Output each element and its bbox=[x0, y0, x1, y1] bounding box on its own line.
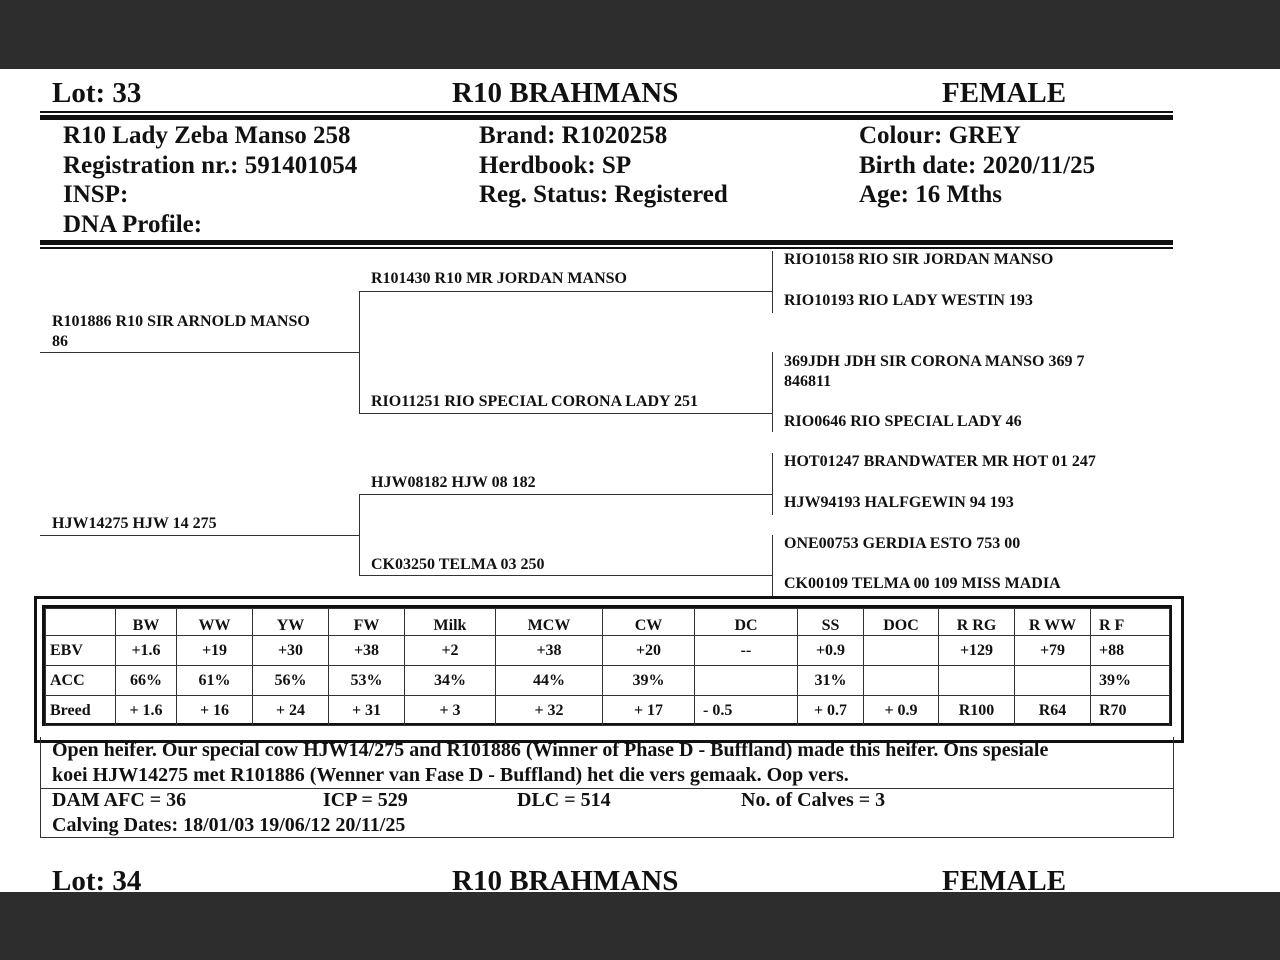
birth-date: Birth date: 2020/11/25 bbox=[859, 152, 1096, 179]
info-rule-thin bbox=[40, 247, 1173, 249]
header-rule-thick bbox=[40, 115, 1173, 120]
sire-name-line2: 86 bbox=[52, 333, 68, 350]
table-cell bbox=[1015, 666, 1091, 696]
registration-number: Registration nr.: 591401054 bbox=[63, 152, 358, 179]
table-cell: + 31 bbox=[329, 696, 405, 726]
col-header-dc: DC bbox=[695, 609, 798, 636]
notes-box bbox=[40, 737, 1174, 838]
age: Age: 16 Mths bbox=[859, 181, 1003, 208]
dam-afc: DAM AFC = 36 bbox=[52, 789, 187, 811]
ggp-8: CK00109 TELMA 00 109 MISS MADIA bbox=[784, 575, 1061, 592]
notes-line-2: koei HJW14275 met R101886 (Wenner van Fase D - Buffland) het die vers gemaak. Oop vers. bbox=[52, 764, 849, 786]
table-cell: + 0.7 bbox=[798, 696, 864, 726]
table-cell: +2 bbox=[405, 636, 496, 666]
sire-dam-name: RIO11251 RIO SPECIAL CORONA LADY 251 bbox=[371, 393, 699, 410]
table-cell: R100 bbox=[939, 696, 1015, 726]
acc-row bbox=[46, 666, 1170, 696]
row-label-breed: Breed bbox=[46, 696, 116, 726]
gen3-bracket-1 bbox=[772, 251, 773, 313]
col-header-rww: R WW bbox=[1015, 609, 1091, 636]
ggp-7: ONE00753 GERDIA ESTO 753 00 bbox=[784, 535, 1021, 552]
ggp-4: RIO0646 RIO SPECIAL LADY 46 bbox=[784, 413, 1022, 430]
sire-dam-line bbox=[359, 413, 773, 414]
table-cell: +30 bbox=[253, 636, 329, 666]
next-animal-sex: FEMALE bbox=[942, 865, 1067, 892]
ggp-1: RIO10158 RIO SIR JORDAN MANSO bbox=[784, 251, 1054, 268]
dlc: DLC = 514 bbox=[517, 789, 611, 811]
calving-dates: Calving Dates: 18/01/03 19/06/12 20/11/25 bbox=[52, 814, 406, 836]
table-cell bbox=[864, 666, 939, 696]
dam-dam-name: CK03250 TELMA 03 250 bbox=[371, 556, 545, 573]
table-cell: 39% bbox=[603, 666, 695, 696]
table-cell: +129 bbox=[939, 636, 1015, 666]
ebv-table-inner-frame bbox=[42, 605, 1172, 726]
table-cell: + 24 bbox=[253, 696, 329, 726]
lot-number: Lot: 33 bbox=[52, 77, 142, 109]
table-cell: + 0.9 bbox=[864, 696, 939, 726]
breeder-name: R10 BRAHMANS bbox=[452, 77, 679, 109]
table-cell: 53% bbox=[329, 666, 405, 696]
table-cell: 34% bbox=[405, 666, 496, 696]
col-header-bw: BW bbox=[116, 609, 177, 636]
table-cell: + 32 bbox=[496, 696, 603, 726]
table-cell: R64 bbox=[1015, 696, 1091, 726]
dam-line bbox=[40, 535, 360, 536]
sire-sire-line bbox=[359, 291, 773, 292]
col-header-mcw: MCW bbox=[496, 609, 603, 636]
ebv-header-row bbox=[46, 609, 1170, 636]
sire-line bbox=[40, 352, 360, 353]
brand: Brand: R1020258 bbox=[479, 122, 668, 149]
sire-name bbox=[52, 312, 310, 352]
herdbook: Herdbook: SP bbox=[479, 152, 632, 179]
table-cell: +88 bbox=[1091, 636, 1170, 666]
col-header-cw: CW bbox=[603, 609, 695, 636]
table-cell: 31% bbox=[798, 666, 864, 696]
table-cell: +1.6 bbox=[116, 636, 177, 666]
dam-name: HJW14275 HJW 14 275 bbox=[52, 515, 217, 532]
table-cell: +0.9 bbox=[798, 636, 864, 666]
catalogue-page bbox=[0, 69, 1280, 892]
table-cell bbox=[939, 666, 1015, 696]
icp: ICP = 529 bbox=[323, 789, 408, 811]
colour: Colour: GREY bbox=[859, 122, 1021, 149]
ggp-3 bbox=[784, 352, 1084, 392]
table-cell: + 16 bbox=[177, 696, 253, 726]
ggp-6: HJW94193 HALFGEWIN 94 193 bbox=[784, 494, 1014, 511]
ggp-2: RIO10193 RIO LADY WESTIN 193 bbox=[784, 292, 1033, 309]
col-header-milk: Milk bbox=[405, 609, 496, 636]
sire-bracket bbox=[359, 291, 360, 414]
gen3-bracket-4 bbox=[772, 535, 773, 597]
col-header-rf: R F bbox=[1091, 609, 1170, 636]
table-cell: +38 bbox=[496, 636, 603, 666]
table-cell: + 1.6 bbox=[116, 696, 177, 726]
ebv-row bbox=[46, 636, 1170, 666]
registration-status: Reg. Status: Registered bbox=[479, 181, 728, 208]
table-cell: +20 bbox=[603, 636, 695, 666]
dam-sire-name: HJW08182 HJW 08 182 bbox=[371, 474, 536, 491]
table-cell: 61% bbox=[177, 666, 253, 696]
ggp-5: HOT01247 BRANDWATER MR HOT 01 247 bbox=[784, 453, 1096, 470]
table-cell: 39% bbox=[1091, 666, 1170, 696]
table-cell: 44% bbox=[496, 666, 603, 696]
next-lot-number: Lot: 34 bbox=[52, 865, 142, 892]
table-cell bbox=[695, 666, 798, 696]
ebv-table-frame bbox=[34, 596, 1184, 743]
info-rule-thick bbox=[40, 240, 1173, 245]
sire-name-line1: R101886 R10 SIR ARNOLD MANSO bbox=[52, 313, 310, 330]
dna-profile-label: DNA Profile: bbox=[63, 211, 203, 238]
sire-sire-name: R101430 R10 MR JORDAN MANSO bbox=[371, 270, 627, 287]
animal-name: R10 Lady Zeba Manso 258 bbox=[63, 122, 351, 149]
table-cell: +79 bbox=[1015, 636, 1091, 666]
breed-row bbox=[46, 696, 1170, 726]
dam-dam-line bbox=[359, 575, 773, 576]
ebv-table bbox=[45, 608, 1170, 726]
col-header-blank bbox=[46, 609, 116, 636]
col-header-rrg: R RG bbox=[939, 609, 1015, 636]
gen3-bracket-2 bbox=[772, 352, 773, 432]
table-cell: 56% bbox=[253, 666, 329, 696]
table-cell: R70 bbox=[1091, 696, 1170, 726]
header-rule-thin bbox=[40, 111, 1173, 113]
col-header-ss: SS bbox=[798, 609, 864, 636]
next-breeder-name: R10 BRAHMANS bbox=[452, 865, 679, 892]
row-label-ebv: EBV bbox=[46, 636, 116, 666]
table-cell: 66% bbox=[116, 666, 177, 696]
notes-line-1: Open heifer. Our special cow HJW14/275 and R101886 (Winner of Phase D - Buffland) made this heifer. Ons spesiale bbox=[52, 739, 1049, 761]
insp-label: INSP: bbox=[63, 181, 129, 208]
table-cell: +38 bbox=[329, 636, 405, 666]
dam-sire-line bbox=[359, 494, 773, 495]
table-cell: - 0.5 bbox=[695, 696, 798, 726]
col-header-ww: WW bbox=[177, 609, 253, 636]
dam-bracket bbox=[359, 494, 360, 575]
table-cell: + 3 bbox=[405, 696, 496, 726]
table-cell: + 17 bbox=[603, 696, 695, 726]
ggp-3-line2: 846811 bbox=[784, 373, 832, 390]
col-header-doc: DOC bbox=[864, 609, 939, 636]
row-label-acc: ACC bbox=[46, 666, 116, 696]
table-cell: -- bbox=[695, 636, 798, 666]
number-of-calves: No. of Calves = 3 bbox=[741, 789, 886, 811]
table-cell: +19 bbox=[177, 636, 253, 666]
gen3-bracket-3 bbox=[772, 453, 773, 515]
ggp-3-line1: 369JDH JDH SIR CORONA MANSO 369 7 bbox=[784, 353, 1085, 370]
table-cell bbox=[864, 636, 939, 666]
animal-sex: FEMALE bbox=[942, 77, 1067, 109]
col-header-fw: FW bbox=[329, 609, 405, 636]
col-header-yw: YW bbox=[253, 609, 329, 636]
